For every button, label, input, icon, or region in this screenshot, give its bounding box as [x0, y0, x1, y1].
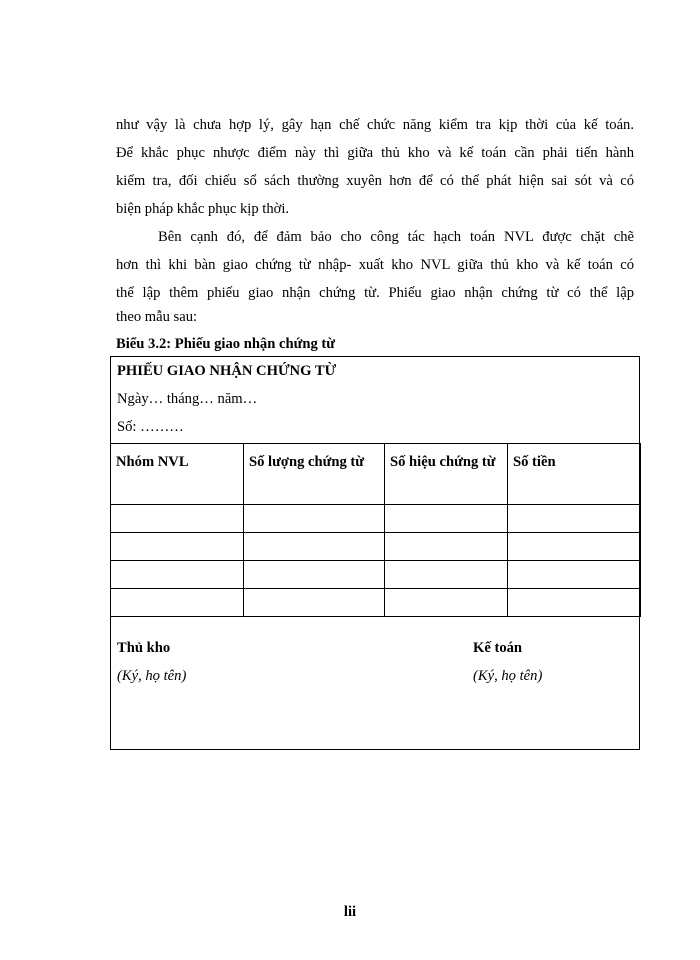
table-cell[interactable]	[111, 533, 244, 561]
page-number: lii	[343, 904, 357, 920]
table-row	[111, 589, 641, 617]
column-header-document-count: Số lượng chứng từ	[244, 444, 385, 505]
table-row	[111, 561, 641, 589]
receipt-form	[110, 356, 640, 750]
form-date-line: Ngày… tháng… năm…	[117, 391, 258, 407]
figure-caption: Biểu 3.2: Phiếu giao nhận chứng từ	[116, 336, 336, 352]
signature-accountant-note: (Ký, họ tên)	[473, 668, 543, 684]
table-row	[111, 505, 641, 533]
table-cell[interactable]	[244, 505, 385, 533]
table-header-row	[111, 444, 641, 505]
form-title: PHIẾU GIAO NHẬN CHỨNG TỪ	[117, 363, 337, 379]
paragraph-2-line-2: hơn thì khi bàn giao chứng từ nhập- xuất kho NVL giữa thủ kho và kế toán có	[116, 257, 634, 273]
table-cell[interactable]	[244, 589, 385, 617]
paragraph-1-line-1: như vậy là chưa hợp lý, gây hạn chế chức năng kiểm tra kịp thời của kế toán.	[116, 117, 634, 133]
paragraph-2-line-4: theo mẫu sau:	[116, 309, 198, 325]
document-table	[110, 443, 641, 617]
table-cell[interactable]	[111, 589, 244, 617]
paragraph-1-line-4: biện pháp khắc phục kịp thời.	[116, 201, 290, 217]
table-cell[interactable]	[244, 561, 385, 589]
table-cell[interactable]	[508, 505, 641, 533]
table-cell[interactable]	[111, 505, 244, 533]
table-cell[interactable]	[244, 533, 385, 561]
table-cell[interactable]	[385, 533, 508, 561]
column-header-amount: Số tiền	[508, 444, 641, 505]
paragraph-1-line-3: kiểm tra, đối chiếu sổ sách thường xuyên hơn để có thể phát hiện sai sót và có	[116, 173, 634, 189]
column-header-document-number: Số hiệu chứng từ	[385, 444, 508, 505]
column-header-material-group: Nhóm NVL	[111, 444, 244, 505]
signature-storekeeper-note: (Ký, họ tên)	[117, 668, 187, 684]
table-cell[interactable]	[508, 561, 641, 589]
table-cell[interactable]	[385, 505, 508, 533]
table-cell[interactable]	[385, 561, 508, 589]
paragraph-1-line-2: Để khắc phục nhược điểm này thì giữa thủ kho và kế toán cần phải tiến hành	[116, 145, 634, 161]
table-row	[111, 533, 641, 561]
signature-storekeeper	[117, 640, 186, 685]
table-cell[interactable]	[385, 589, 508, 617]
signature-accountant-title: Kế toán	[473, 640, 523, 656]
paragraph-2-line-3: thể lập thêm phiếu giao nhận chứng từ. Phiếu giao nhận chứng từ có thể lập	[116, 285, 634, 301]
paragraph-2-line-1: Bên cạnh đó, để đảm bảo cho công tác hạch toán NVL được chặt chẽ	[158, 229, 634, 245]
table-cell[interactable]	[111, 561, 244, 589]
signature-accountant	[473, 640, 542, 685]
table-cell[interactable]	[508, 589, 641, 617]
form-number-line: Số: ………	[117, 419, 184, 435]
table-cell[interactable]	[508, 533, 641, 561]
signature-storekeeper-title: Thủ kho	[117, 640, 171, 656]
